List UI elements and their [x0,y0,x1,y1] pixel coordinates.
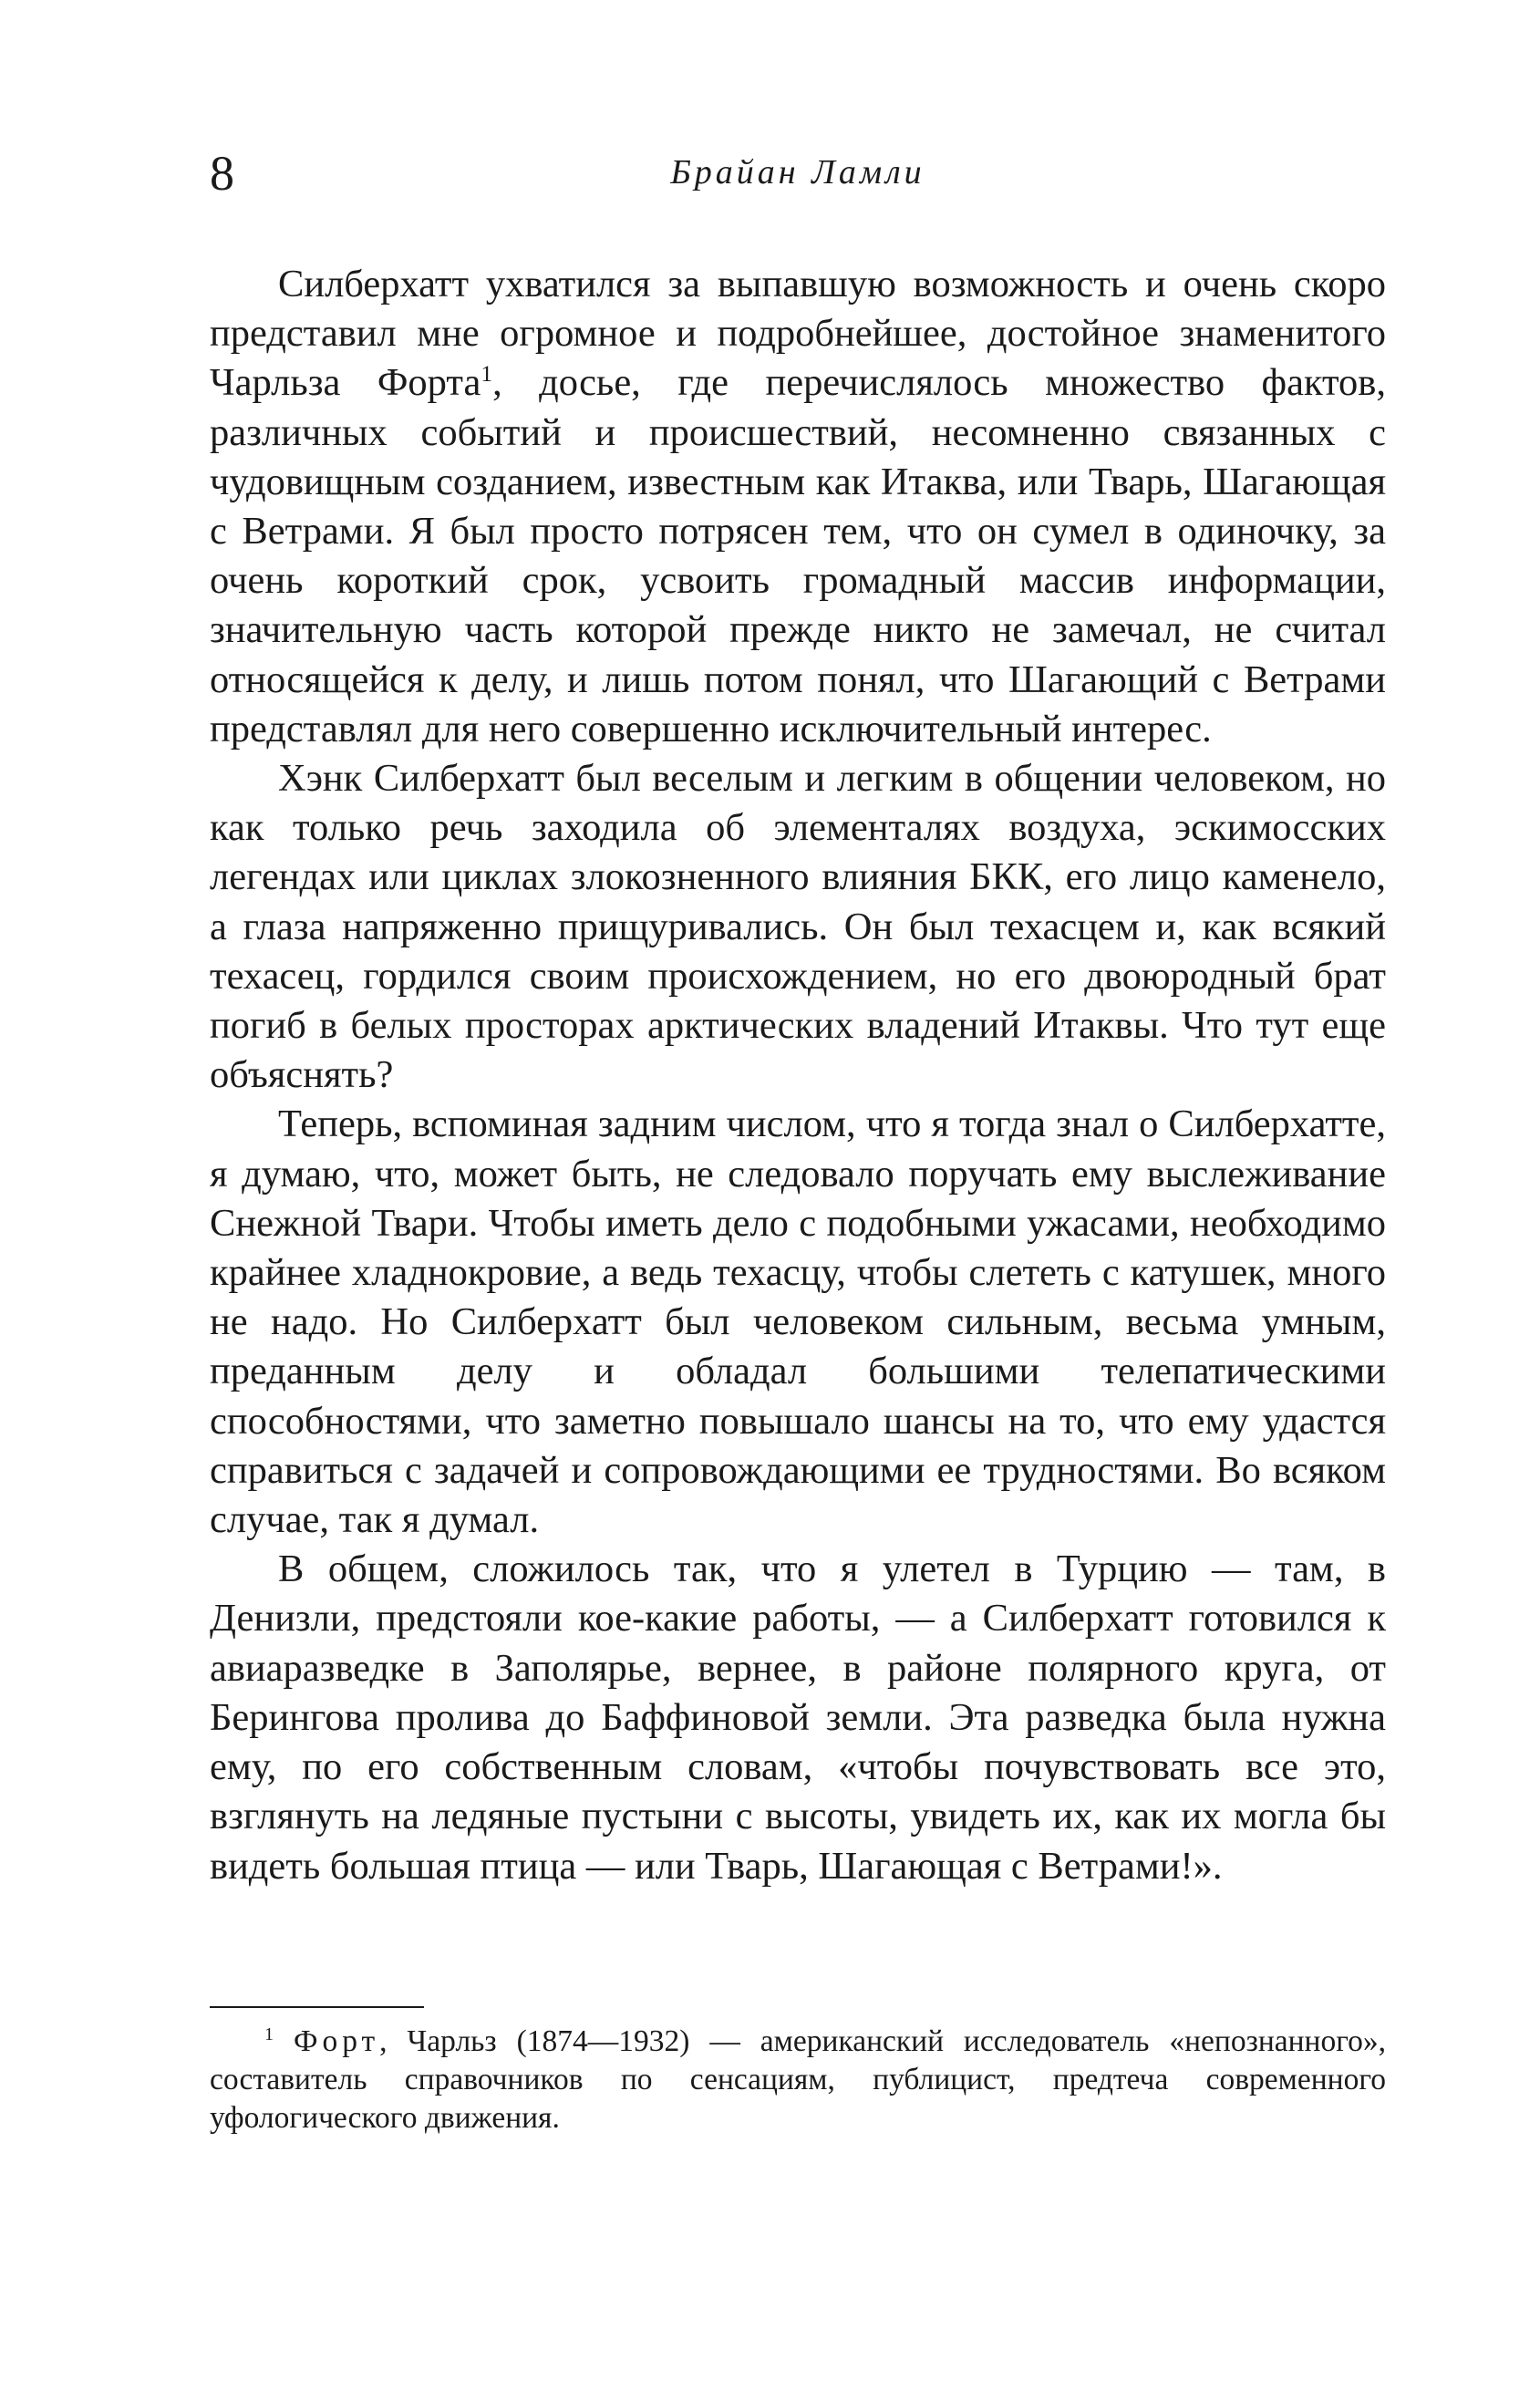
paragraph-text: , досье, где перечислялось множество фактов, различных событий и происшествий, несомненно связанных с чудовищным созданием, известным как Итаква, или Тварь, Шагающая с Ветрами. Я был просто потрясен тем, что он сумел в одиночку, за очень короткий срок, усвоить громадный массив информации, значительную часть которой прежде никто не замечал, не считал относящейся к делу, и лишь потом понял, что Шагающий с Ветрами представлял для него совершенно исключительный интерес. [210,361,1386,750]
paragraph: В общем, сложилось так, что я улетел в Турцию — там, в Денизли, предстояли кое-какие работы, — а Силберхатт готовился к авиаразведке в Заполярье, вернее, в районе полярного круга, от Берингова пролива до Баффиновой земли. Эта разведка была нужна ему, по его собственным словам, «чтобы почувствовать все это, взглянуть на ледяные пустыни с высоты, увидеть их, как их могла бы видеть большая птица — или Тварь, Шагающая с Ветрами!». [210,1547,1386,1888]
main-text [210,260,1386,1891]
paragraph: Теперь, вспоминая задним числом, что я тогда знал о Силберхатте, я думаю, что, может быть, не следовало поручать ему выслеживание Снежной Твари. Чтобы иметь дело с подобными ужасами, необходимо крайнее хладнокровие, а ведь техасцу, чтобы слететь с катушек, много не надо. Но Силберхатт был человеком сильным, весьма умным, преданным делу и обладал большими телепатическими способностями, что заметно повышало шансы на то, что ему удастся справиться с задачей и сопровождающими ее трудностями. Во всяком случае, так я думал. [210,1102,1386,1542]
footnote [210,2023,1386,2137]
running-head [210,146,1386,201]
paragraph-text: Силберхатт ухватился за выпавшую возможность и очень скоро представил мне огромное и подробнейшее, достойное знаменитого Чарльза Форта [210,263,1386,405]
paragraph [210,260,1386,754]
running-title: Брайан Ламли [670,153,925,191]
footnote-text: , Чарльз (1874—1932) — американский исследователь «непознанного», составитель справочников по сенсациям, публицист, предтеча современного уфологического движения. [210,2024,1387,2135]
page-number: 8 [210,146,234,201]
paragraph: Хэнк Силберхатт был веселым и легким в общении человеком, но как только речь заходила об элементалях воздуха, эскимосских легендах или циклах злокозненного влияния БКК, его лицо каменело, а глаза напряженно прищуривались. Он был техасцем и, как всякий техасец, гордился своим происхождением, но его двоюродный брат погиб в белых просторах арктических владений Итаквы. Что тут еще объяснять? [210,757,1386,1097]
footnote-name: Форт [294,2024,380,2058]
footnote-reference: 1 [481,360,493,388]
footnote-divider [210,2006,424,2008]
footnote-marker: 1 [264,2024,274,2044]
